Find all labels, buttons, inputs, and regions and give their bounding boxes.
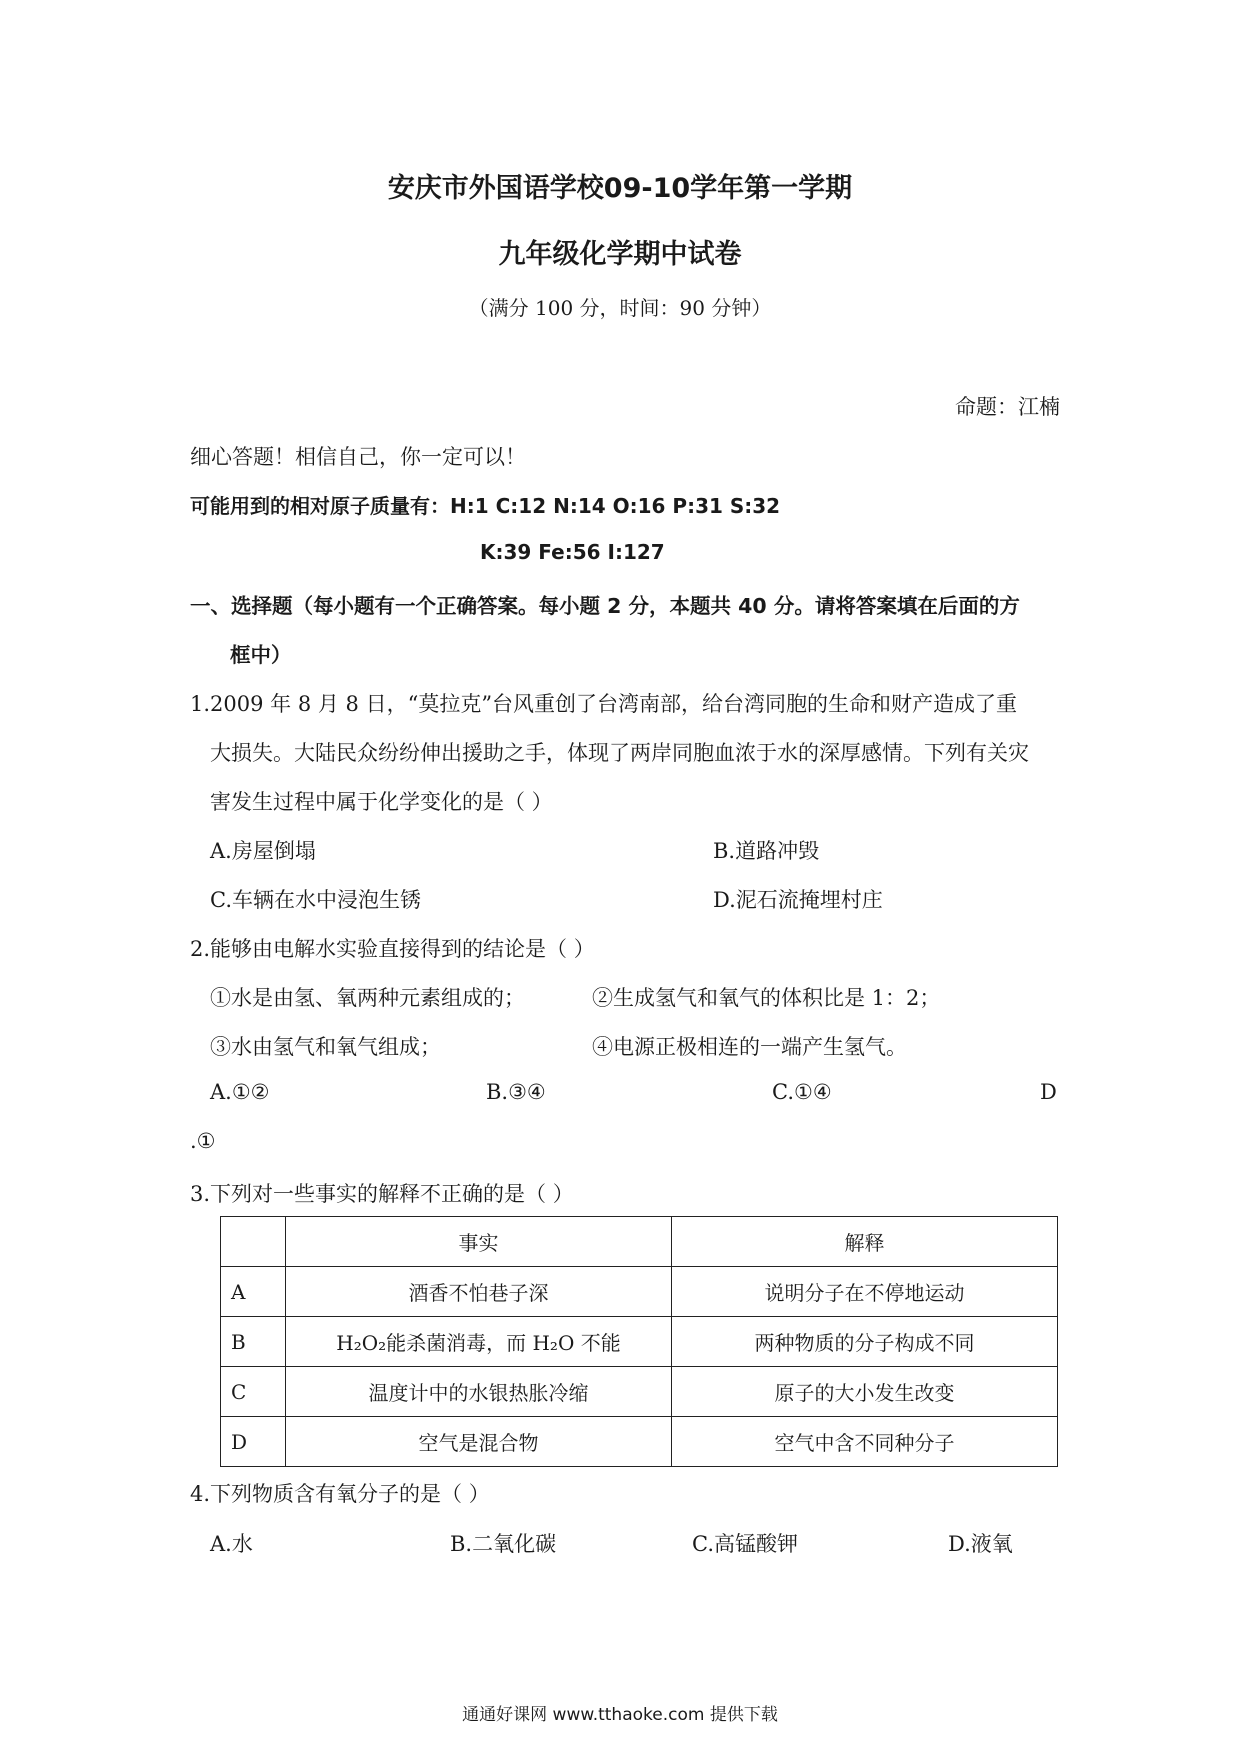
table-header-cell <box>221 1217 286 1267</box>
table-cell: 空气是混合物 <box>286 1417 672 1467</box>
table-row <box>221 1267 1058 1317</box>
table-cell: 原子的大小发生改变 <box>672 1367 1058 1417</box>
section1-heading-cont: 框中） <box>230 643 292 667</box>
q3-stem: 3.下列对一些事实的解释不正确的是（ ） <box>190 1182 574 1206</box>
table-row <box>221 1317 1058 1367</box>
q2-statement-1: ①水是由氢、氧两种元素组成的； <box>210 986 525 1010</box>
q4-option-d: D.液氧 <box>948 1532 1013 1556</box>
facts-table <box>220 1216 1058 1467</box>
table-header-cell: 解释 <box>672 1217 1058 1267</box>
table-cell: B <box>221 1317 286 1367</box>
table-cell: 两种物质的分子构成不同 <box>672 1317 1058 1367</box>
table-header-cell: 事实 <box>286 1217 672 1267</box>
q2-option-d-wrap: .① <box>190 1129 216 1153</box>
q1-stem-line2: 大损失。大陆民众纷纷伸出援助之手，体现了两岸同胞血浓于水的深厚感情。下列有关灾 <box>210 741 1029 765</box>
table-header-row <box>221 1217 1058 1267</box>
table-cell: C <box>221 1367 286 1417</box>
table-cell: 说明分子在不停地运动 <box>672 1267 1058 1317</box>
q1-option-b: B.道路冲毁 <box>713 839 820 863</box>
table-cell: H₂O₂能杀菌消毒，而 H₂O 不能 <box>286 1317 672 1367</box>
q4-option-c: C.高锰酸钾 <box>692 1532 798 1556</box>
q2-option-c: C.①④ <box>772 1080 832 1104</box>
section1-heading: 一、选择题（每小题有一个正确答案。每小题 2 分，本题共 40 分。请将答案填在后面的方 <box>190 594 1020 618</box>
encouragement-text: 细心答题！相信自己，你一定可以！ <box>190 445 526 469</box>
atomic-mass-line2: K:39 Fe:56 I:127 <box>480 540 665 564</box>
table-row <box>221 1417 1058 1467</box>
q2-option-a: A.①② <box>210 1080 270 1104</box>
q2-statement-2: ②生成氢气和氧气的体积比是 1：2； <box>592 986 941 1010</box>
table-cell: 酒香不怕巷子深 <box>286 1267 672 1317</box>
exam-title-line2: 九年级化学期中试卷 <box>498 239 742 270</box>
table-cell: D <box>221 1417 286 1467</box>
q2-stem: 2.能够由电解水实验直接得到的结论是（ ） <box>190 937 595 961</box>
q1-option-d: D.泥石流掩埋村庄 <box>713 888 883 912</box>
author-credit: 命题：江楠 <box>955 395 1060 419</box>
footer-download-text: 通通好课网 www.tthaoke.com 提供下载 <box>462 1705 778 1725</box>
q1-stem-line3: 害发生过程中属于化学变化的是（ ） <box>210 790 553 814</box>
q2-option-d: D <box>1040 1080 1057 1104</box>
table-cell: 温度计中的水银热胀冷缩 <box>286 1367 672 1417</box>
table-cell: A <box>221 1267 286 1317</box>
exam-subtitle: （满分 100 分，时间：90 分钟） <box>468 296 772 320</box>
q4-stem: 4.下列物质含有氧分子的是（ ） <box>190 1482 490 1506</box>
table-row <box>221 1367 1058 1417</box>
q2-option-b: B.③④ <box>486 1080 546 1104</box>
q1-option-a: A.房屋倒塌 <box>210 839 316 863</box>
q2-statement-3: ③水由氢气和氧气组成； <box>210 1035 441 1059</box>
table-cell: 空气中含不同种分子 <box>672 1417 1058 1467</box>
atomic-mass-line1: 可能用到的相对原子质量有：H:1 C:12 N:14 O:16 P:31 S:32 <box>190 494 781 518</box>
q2-statement-4: ④电源正极相连的一端产生氢气。 <box>592 1035 907 1059</box>
q4-option-a: A.水 <box>210 1532 253 1556</box>
q4-option-b: B.二氧化碳 <box>450 1532 557 1556</box>
q1-stem-line1: 1.2009 年 8 月 8 日，“莫拉克”台风重创了台湾南部，给台湾同胞的生命和财产造成了重 <box>190 692 1018 716</box>
q1-option-c: C.车辆在水中浸泡生锈 <box>210 888 421 912</box>
exam-title-line1: 安庆市外国语学校09-10学年第一学期 <box>387 173 853 204</box>
